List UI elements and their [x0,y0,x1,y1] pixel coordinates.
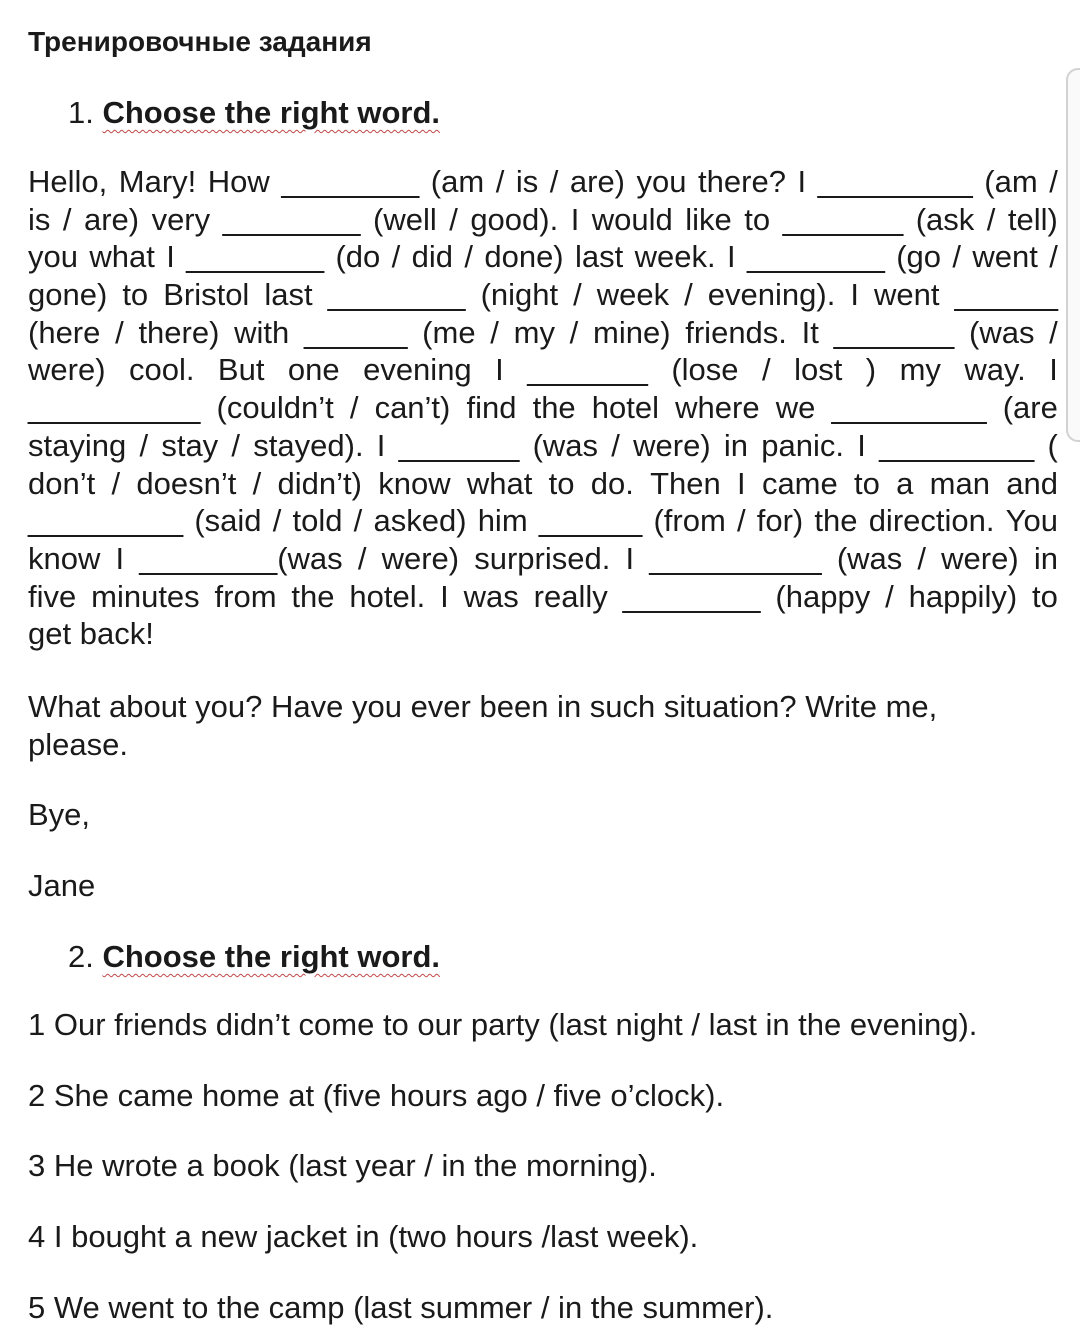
passage-word: a [896,465,914,501]
passage-word: / [1049,164,1058,199]
passage-word: / [62,201,72,237]
passage-word: (am [430,164,485,199]
letter-passage [28,163,1058,653]
passage-word: / [391,239,401,275]
passage-word: is [28,201,51,237]
passage-word: week. [634,239,716,275]
passage-word: can’t) [374,390,451,426]
passage-word: You [1005,503,1058,539]
passage-word: way. [964,352,1026,388]
passage-word: / [490,314,499,350]
passage-word: done) [484,239,564,275]
answer-blank: _______ [833,314,955,350]
passage-line [28,314,1058,352]
passage-word: are) [83,201,140,237]
answer-blank: _______ [527,352,648,388]
passage-word: lost [794,352,843,388]
answer-blank: ________ [281,164,420,199]
passage-word: / [449,201,458,237]
passage-word: I [726,239,736,275]
passage-word: him [477,503,528,539]
passage-word: the [532,390,576,426]
answer-blank: ________ [186,239,325,275]
passage-line [28,201,1058,239]
passage-word: / [952,239,962,275]
passage-word: there? [698,164,786,199]
passage-word: I [850,277,859,313]
passage-word: (was [836,540,903,576]
passage-word: / [549,164,559,199]
passage-word: asked) [373,503,467,539]
passage-word: / [611,427,620,463]
passage-word: / [573,277,582,313]
passage-word: really [533,578,608,614]
passage-word: (ask [915,201,975,237]
task-2-item: 5 We went to the camp (last summer / in the summer). [28,1290,774,1325]
passage-word: last [264,277,313,313]
passage-word: to [548,465,575,501]
passage-word: find [466,390,517,426]
answer-blank: ______ [954,277,1058,313]
passage-word: / [349,390,359,426]
answer-blank: ________ [622,578,761,614]
passage-word: don’t [28,465,96,501]
answer-blank: __________ [28,390,201,426]
letter-question-line-1: What about you? Have you ever been in such situation? Write me, [28,689,938,724]
passage-word: I [797,164,807,199]
passage-word: do. [590,465,634,501]
passage-word: know [28,540,101,576]
passage-word: the [291,578,335,614]
passage-word: / [357,540,367,576]
passage-line [28,238,1058,276]
passage-word: / [684,277,693,313]
passage-word: I [1049,352,1058,388]
passage-word: / [464,239,473,275]
passage-word: surprised. [474,540,611,576]
passage-word: (happy [775,578,871,614]
answer-blank: ________ [746,239,885,275]
passage-word: week [596,277,670,313]
passage-word: hotel [591,390,660,426]
passage-word: there) [138,314,220,350]
passage-word: / [115,314,124,350]
passage-word: to [1032,578,1058,614]
passage-word: / [353,503,363,539]
passage-word: did [411,239,453,275]
passage-word: / [885,578,894,614]
passage-word: / [231,427,241,463]
passage-word: know [378,465,451,501]
passage-word: hotel. [349,578,426,614]
passage-word: I [376,427,386,463]
passage-word: are) [569,164,626,199]
passage-word: / [917,540,927,576]
passage-word: my [513,314,555,350]
passage-line [28,465,1058,503]
passage-word: stayed). [253,427,364,463]
passage-word: didn’t) [277,465,362,501]
passage-word: to [854,465,880,501]
passage-word: tell) [1007,201,1058,237]
answer-blank: ________(was [139,540,343,576]
passage-line [28,540,1058,578]
passage-line [28,615,1058,653]
passage-word: the [814,503,858,539]
passage-word: (night [480,277,559,313]
passage-word: very [151,201,211,237]
passage-word: Mary! [118,164,197,199]
page-title: Тренировочные задания [28,26,372,57]
passage-word: Hello, [28,164,108,199]
passage-word: doesn’t [136,465,237,501]
passage-word: (well [373,201,437,237]
answer-blank: ________ [222,201,361,237]
passage-word: to [122,277,149,313]
passage-word: I [737,465,746,501]
passage-word: one [287,352,340,388]
passage-word: I [570,201,580,237]
passage-word: we [775,390,816,426]
answer-blank: _________ [28,503,184,539]
passage-word: (was [532,427,599,463]
passage-word: I [115,540,125,576]
passage-word: you [28,239,78,275]
passage-word: How [207,164,270,199]
passage-word: / [252,465,262,501]
passage-word: last [575,239,624,275]
task-2-heading [68,937,440,977]
passage-word: minutes [91,578,200,614]
passage-word: cool. [128,352,195,388]
passage-word: man [929,465,990,501]
passage-word: what [466,465,533,501]
passage-word: happily) [908,578,1018,614]
passage-word: (do [335,239,381,275]
passage-word: mine) [593,314,671,350]
passage-word: were) [28,352,106,388]
passage-word: is [515,164,539,199]
passage-word: went [873,277,940,313]
answer-blank: ______ [538,503,643,539]
passage-word: / [569,314,579,350]
passage-word: Then [650,465,721,501]
passage-word: gone) [28,277,108,313]
passage-word: like [685,201,732,237]
passage-word: friends. [685,314,787,350]
letter-question [28,688,937,763]
answer-blank: _________ [817,164,973,199]
task-2-item: 4 I bought a new jacket in (two hours /last week). [28,1219,699,1254]
task-1-heading [68,93,440,133]
passage-word: were) [941,540,1019,576]
passage-line [28,276,1058,314]
passage-word: panic. [761,427,844,463]
passage-word: I [495,352,504,388]
passage-word: stay [161,427,219,463]
passage-word: / [986,201,996,237]
passage-word: would [591,201,673,237]
passage-word: direction. [868,503,995,539]
passage-word: came [761,465,838,501]
task-2-number: 2. [68,939,94,974]
passage-word: went [972,239,1038,275]
passage-word: (me [422,314,476,350]
passage-word: (are [1002,390,1058,426]
passage-word: and [1006,465,1058,501]
passage-word: my [899,352,941,388]
passage-line [28,351,1058,389]
passage-word: (lose [671,352,739,388]
passage-line [28,578,1058,616]
passage-word: where [675,390,760,426]
task-2-item: 3 He wrote a book (last year / in the morning). [28,1148,657,1183]
answer-blank: ________ [327,277,466,313]
passage-word: in [1033,540,1058,576]
side-scroll-handle[interactable] [1066,68,1080,442]
passage-word: staying [28,427,127,463]
task-2-item: 2 She came home at (five hours ago / five o’clock). [28,1078,725,1113]
passage-line [28,502,1058,540]
answer-blank: ______ [304,314,408,350]
passage-word: evening). [707,277,836,313]
letter-closing: Bye, [28,797,91,832]
answer-blank: _________ [879,427,1035,463]
passage-line [28,163,1058,201]
passage-word: Bristol [163,277,250,313]
passage-word: / [111,465,121,501]
task-1-number: 1. [68,95,94,130]
passage-word: evening [363,352,472,388]
passage-word: (from [653,503,726,539]
passage-word: (said [194,503,262,539]
passage-word: (go [896,239,942,275]
answer-blank: _________ [831,390,987,426]
passage-word: / [1049,314,1058,350]
passage-word: I [166,239,175,275]
passage-word: (here [28,314,101,350]
passage-word: with [234,314,290,350]
passage-word: ( [1047,427,1058,463]
answer-blank: _______ [782,201,904,237]
answer-blank: __________ [649,540,822,576]
passage-text: get back! [28,616,154,652]
passage-word: (am [984,164,1038,199]
passage-word: But [217,352,265,388]
letter-signature: Jane [28,868,96,903]
passage-word: were) [381,540,460,576]
passage-line [28,427,1058,465]
passage-word: I [857,427,866,463]
passage-word: good). [470,201,559,237]
passage-word: was [463,578,519,614]
passage-word: (couldn’t [216,390,334,426]
passage-word: / [495,164,505,199]
task-2-title: Choose the right word. [102,939,441,974]
passage-word: were) [633,427,711,463]
passage-word: / [139,427,149,463]
passage-word: five [28,578,77,614]
letter-question-line-2: please. [28,726,128,762]
passage-word: to [744,201,771,237]
passage-word: I [625,540,635,576]
passage-word: told [292,503,343,539]
passage-word: you [636,164,687,199]
passage-word: It [801,314,819,350]
passage-word: / [736,503,746,539]
passage-word: in [723,427,749,463]
passage-word: (was [969,314,1035,350]
passage-word: / [272,503,282,539]
passage-word: I [440,578,449,614]
passage-word: / [762,352,771,388]
passage-word: what [89,239,155,275]
task-2-item: 1 Our friends didn’t come to our party (last night / last in the evening). [28,1007,978,1042]
passage-word: ) [865,352,877,388]
task-1-title: Choose the right word. [102,95,441,130]
passage-line [28,389,1058,427]
answer-blank: _______ [398,427,520,463]
passage-word: / [1049,239,1058,275]
passage-word: for) [756,503,804,539]
passage-word: from [214,578,277,614]
